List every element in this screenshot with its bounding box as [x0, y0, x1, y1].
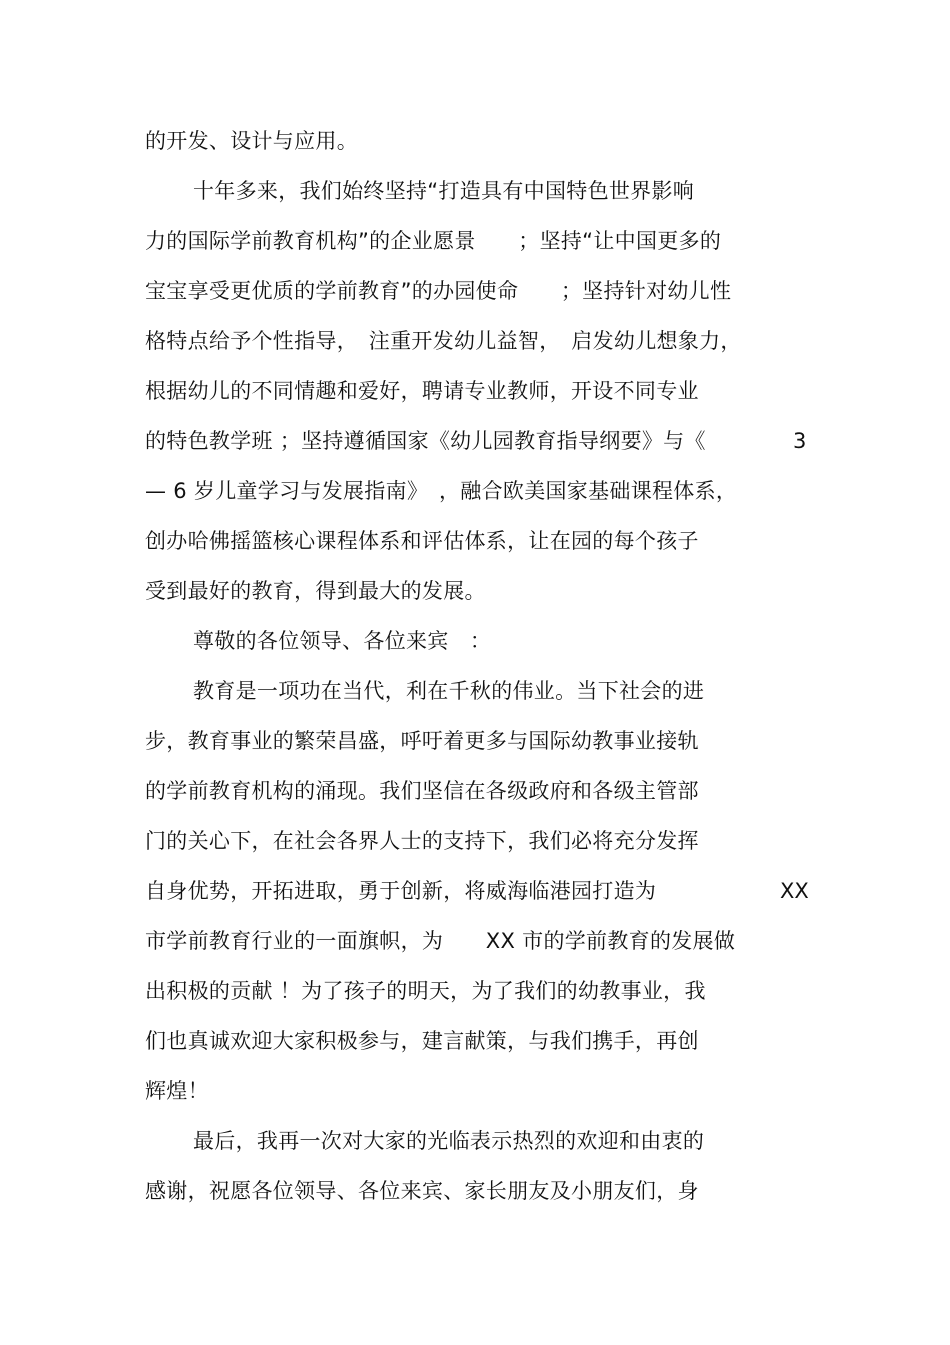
text-line: 门的关心下，在社会各界人士的支持下，我们必将充分发挥 — [145, 829, 699, 853]
text-line: 的学前教育机构的涌现。我们坚信在各级政府和各级主管部 — [145, 779, 699, 803]
text-line: 的开发、设计与应用。 — [145, 129, 358, 153]
text-line: 辉煌！ — [145, 1079, 209, 1103]
text-line: 根据幼儿的不同情趣和爱好，聘请专业教师，开设不同专业 — [145, 379, 699, 403]
text-line: 力的国际学前教育机构”的企业愿景 ；坚持“让中国更多的 — [145, 229, 722, 253]
salutation-line: 尊敬的各位领导、各位来宾 ： — [193, 629, 492, 653]
text-line: 们也真诚欢迎大家积极参与，建言献策，与我们携手，再创 — [145, 1029, 699, 1053]
text-line: 出积极的贡献 ！为了孩子的明天，为了我们的幼教事业，我 — [145, 979, 706, 1003]
text-line: 的特色教学班 ；坚持遵循国家《幼儿园教育指导纲要》与《 — [145, 429, 706, 453]
xx-fragment: XX — [780, 879, 809, 903]
text-line: 受到最好的教育，得到最大的发展。 — [145, 579, 486, 603]
number-fragment: 3 — [793, 429, 807, 453]
text-line: — 6 岁儿童学习与发展指南》 ，融合欧美国家基础课程体系， — [145, 479, 738, 503]
text-line: 感谢，祝愿各位领导、各位来宾、家长朋友及小朋友们，身 — [145, 1179, 699, 1203]
text-line: 教育是一项功在当代，利在千秋的伟业。当下社会的进 — [193, 679, 705, 703]
text-line: 最后，我再一次对大家的光临表示热烈的欢迎和由衷的 — [193, 1129, 705, 1153]
text-line: 步，教育事业的繁荣昌盛，呼吁着更多与国际幼教事业接轨 — [145, 729, 699, 753]
text-line: 自身优势，开拓进取，勇于创新，将威海临港园打造为 — [145, 879, 657, 903]
text-line: 十年多来，我们始终坚持“打造具有中国特色世界影响 — [193, 179, 695, 203]
text-line: 宝宝享受更优质的学前教育”的办园使命 ；坚持针对幼儿性 — [145, 279, 732, 303]
text-line: 格特点给予个性指导， 注重开发幼儿益智， 启发幼儿想象力， — [145, 329, 742, 353]
text-line: 市学前教育行业的一面旗帜，为 XX 市的学前教育的发展做 — [145, 929, 736, 953]
text-line: 创办哈佛摇篮核心课程体系和评估体系，让在园的每个孩子 — [145, 529, 699, 553]
